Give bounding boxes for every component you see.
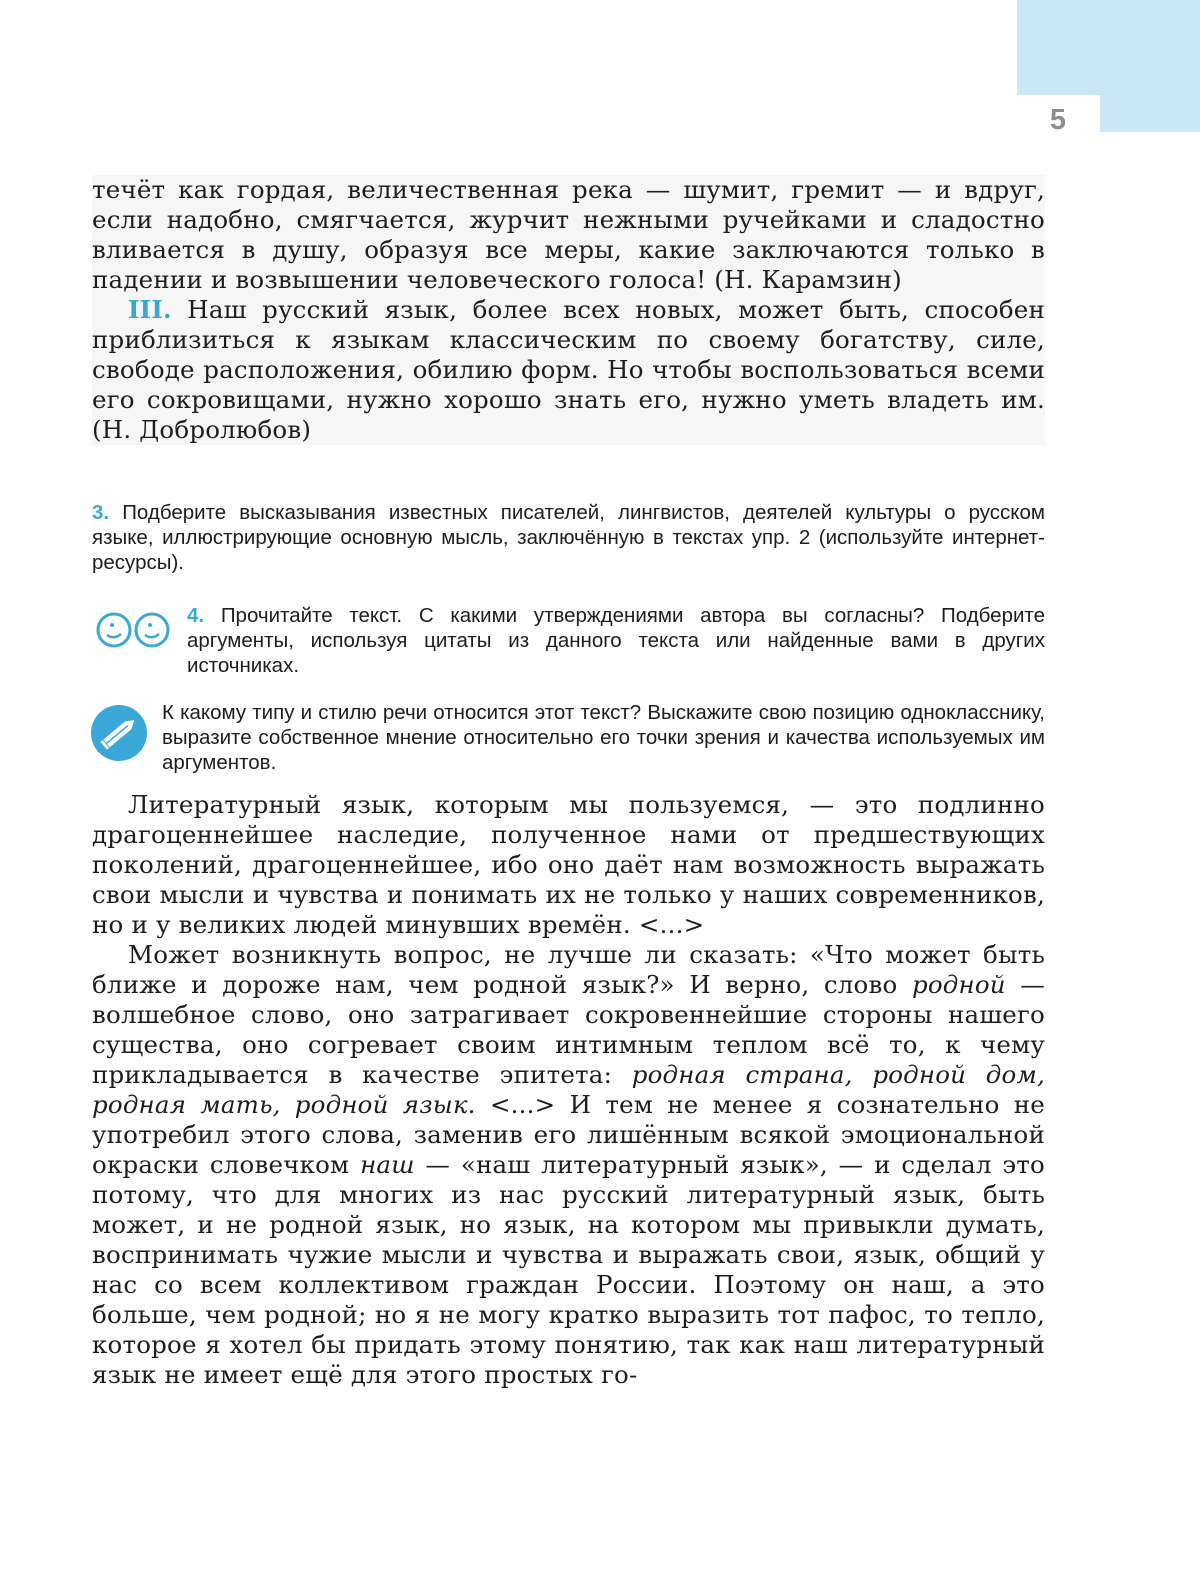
essay-italic-word: наш — [360, 1150, 415, 1179]
quote-block — [92, 175, 1045, 445]
exercise-4 — [92, 603, 1045, 678]
corner-tab-lower — [1100, 95, 1200, 132]
exercise-4-body — [92, 603, 1045, 678]
essay-paragraph-1: Литературный язык, которым мы пользуемся, — это подлинно драгоценнейшее наследие, полученное нами от предшествующих поколений, драгоценнейшее, ибо оно даёт нам возможность выражать свои мысли и чувства и понимать их не только у наших современников, но и у великих людей минувших времён. <...> — [92, 790, 1045, 939]
essay-text-run: Может возникнуть вопрос, не лучше ли сказать: «Что может быть ближе и дороже нам, чем родной язык?» И верно, слово — [92, 940, 1045, 999]
task-text: К какому типу и стилю речи относится этот текст? Выскажите свою позицию однокласснику, выразите собственное мнение относительно его точки зрения и качества используемых им аргументов. — [162, 701, 1045, 774]
roman-numeral: III. — [128, 295, 172, 324]
quote-paragraph-continued: течёт как гордая, величественная река — шумит, гремит — и вдруг, если надобно, смягчается, журчит нежными ручейками и сладостно вливается в душу, образуя все меры, какие заключаются только в падении и возвышении человеческого голоса! (Н. Карамзин) — [92, 175, 1045, 294]
essay-italic-word: родной — [911, 970, 1006, 999]
essay-text-run: — волшебное слово, оно затрагивает сокровеннейшие стороны нашего существа, оно согревает своим интимным теплом всё то, к чему прикладывается в качестве эпитета: — [92, 970, 1045, 1089]
essay-text — [92, 790, 1045, 1390]
essay-italic-phrase: родная страна, родной дом, родная мать, родной язык. — [92, 1060, 1045, 1119]
pencil-icon — [90, 704, 148, 762]
exercise-3 — [92, 500, 1045, 575]
corner-tab — [1017, 0, 1200, 95]
exercise-number: 4. — [187, 604, 205, 627]
exercise-text: Прочитайте текст. С какими утверждениями автора вы согласны? Подберите аргументы, используя цитаты из данного текста или найденные вами в других источниках. — [187, 604, 1045, 677]
quote-paragraph-3 — [92, 295, 1045, 445]
page-number: 5 — [1049, 104, 1067, 136]
essay-text-run: <...> И тем не менее я сознательно не употребил этого слова, заменив его лишённым всякой эмоциональной окраски словечком — [92, 1090, 1045, 1179]
essay-paragraph-2 — [92, 940, 1045, 1390]
quote-paragraph-3-text: Наш русский язык, более всех новых, может быть, способен приблизиться к языкам классическим по своему богатству, силе, свободе расположения, обилию форм. Но чтобы воспользоваться всеми его сокровищами, нужно хорошо знать его, нужно уметь владеть им. (Н. Добролюбов) — [92, 295, 1046, 444]
essay-text-run: — «наш литературный язык», — и сделал это потому, что для многих из нас русский литературный язык, быть может, и не родной язык, но язык, на котором мы привыкли думать, воспринимать чужие мысли и чувства и выражать свои, язык, общий у нас со всем коллективом граждан России. Поэтому он наш, а это больше, чем родной; но я не могу кратко выразить тот пафос, то тепло, которое я хотел бы придать этому понятию, так как наш литературный язык не имеет ещё для этого простых го- — [92, 1150, 1045, 1389]
exercise-text: Подберите высказывания известных писателей, лингвистов, деятелей культуры о русском языке, иллюстрирующие основную мысль, заключённую в текстах упр. 2 (используйте интернет-ресурсы). — [92, 501, 1045, 574]
exercise-number: 3. — [92, 501, 110, 524]
